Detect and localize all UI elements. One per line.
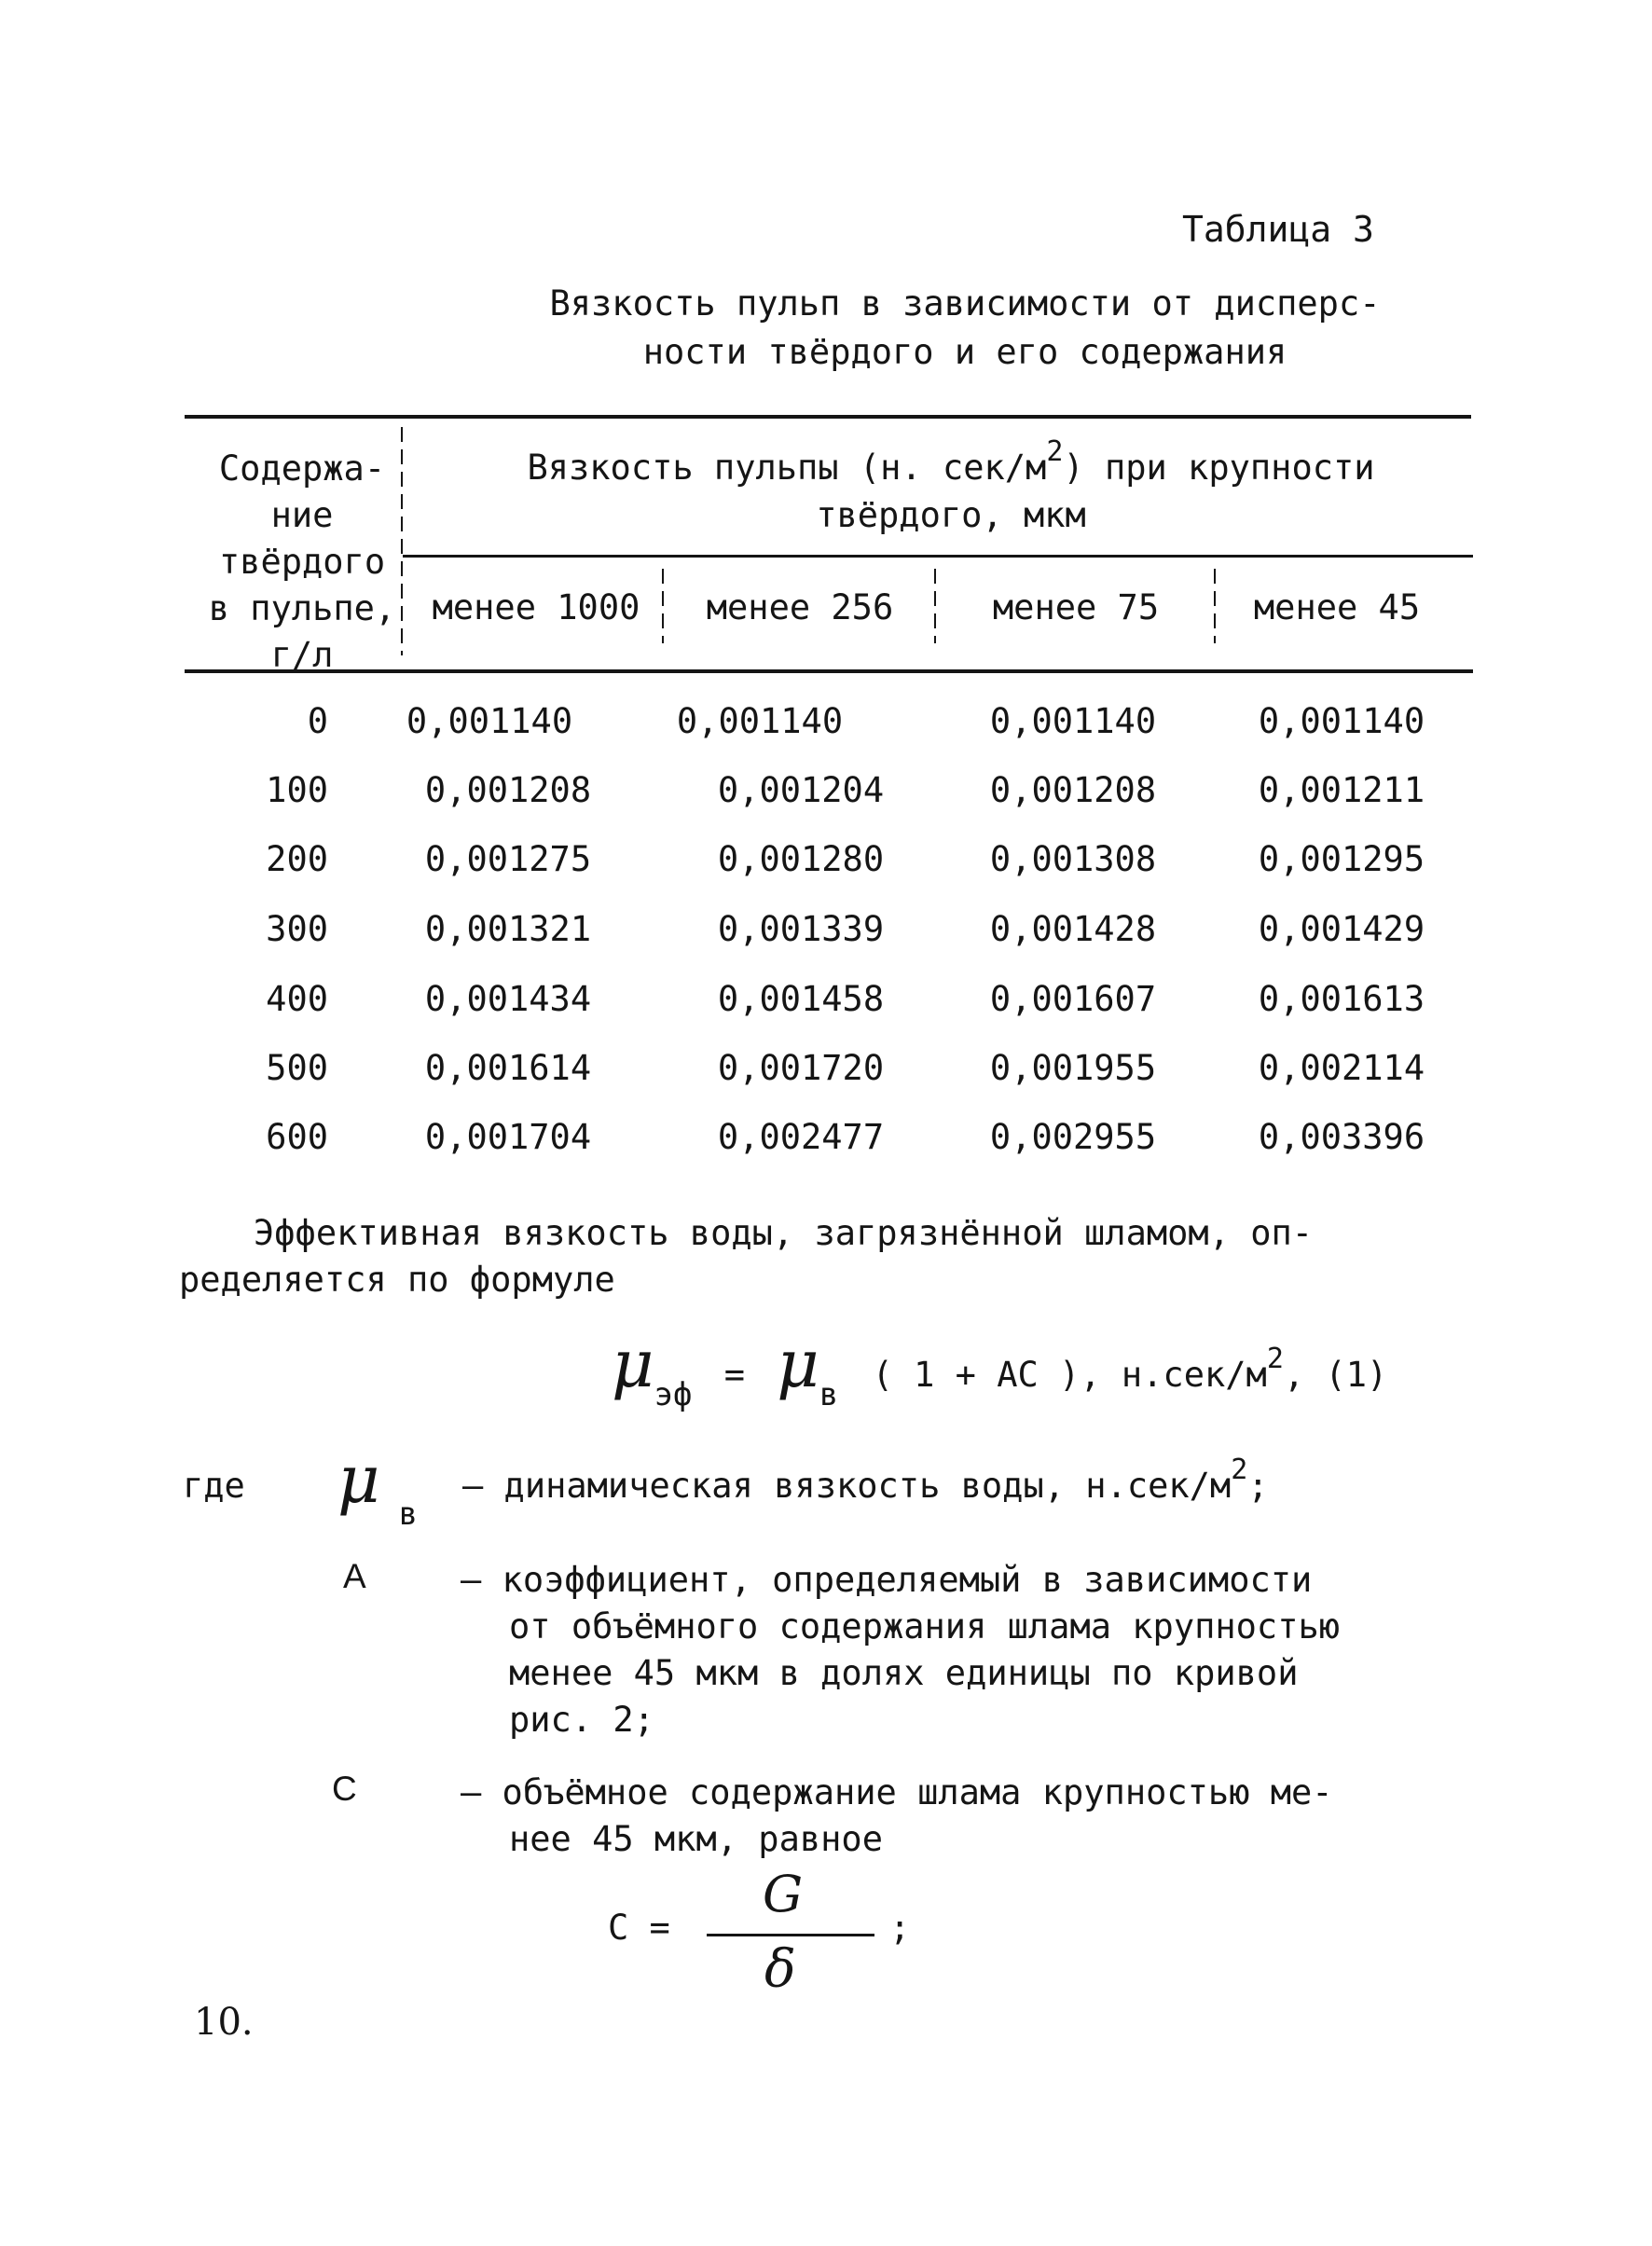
definition-a-line: от объёмного содержания шлама крупностью [509,1606,1341,1647]
definition-body: – динамическая вязкость воды, н.сек/м [462,1466,1232,1506]
value-cell: 0,001614 [424,1048,592,1088]
formula-body: ( 1 + AC ), н.сек/м [872,1355,1267,1395]
value-cell: 0,001208 [424,770,592,810]
content-cell: 500 [266,1048,328,1088]
header-group-text: Вязкость пульпы (н. сек/м [527,448,1047,488]
value-cell: 0,001140 [1258,701,1425,741]
table-number: Таблица 3 [1182,209,1374,250]
header-first-line: твёрдого [218,542,386,582]
table-top-rule [185,415,1471,419]
subheader-separator [1214,569,1216,643]
content-cell: 600 [266,1117,328,1157]
paragraph-line: Эффективная вязкость воды, загрязнённой шламом, оп- [254,1213,1314,1253]
page-number: 10. [194,2001,254,2044]
content-cell: 100 [266,770,328,810]
value-cell: 0,002955 [989,1117,1157,1157]
value-cell: 0,002114 [1258,1048,1425,1088]
formula-equals: = [723,1355,746,1395]
definition-symbol-a: А [343,1557,366,1595]
where-label: где [183,1466,245,1506]
table-caption-line: Вязкость пульп в зависимости от дисперс- [549,283,1381,324]
subheader-cell: менее 75 [992,587,1160,627]
formula-number: , (1) [1283,1355,1388,1395]
value-cell: 0,001275 [424,839,592,879]
formula-subscript-w: в [819,1376,839,1413]
value-cell: 0,001204 [717,770,885,810]
mu-symbol: μ [337,1441,380,1518]
paragraph [179,1259,615,1302]
subheader-cell: менее 45 [1253,587,1421,627]
fraction-line [707,1934,874,1936]
header-first-line: ние [270,495,334,535]
formula-subscript-eff: эф [654,1376,693,1413]
content-cell: 400 [266,979,328,1019]
value-cell: 0,003396 [1258,1117,1425,1157]
value-cell: 0,001613 [1258,979,1425,1019]
definition-a-line: рис. 2; [509,1700,654,1740]
definition-a-line: – коэффициент, определяемый в зависимости [461,1560,1313,1600]
header-group-line [429,435,1473,493]
mu-symbol: μ [777,1326,819,1402]
header-content-column [183,446,421,679]
paragraph [254,1212,1313,1255]
value-cell: 0,001308 [989,839,1157,879]
definition-c [461,1770,1333,1863]
fraction-left: С = [608,1908,670,1948]
value-cell: 0,001339 [717,909,885,949]
value-cell: 0,001955 [989,1048,1157,1088]
definition-text [462,1454,1269,1506]
definition-a-line: менее 45 мкм в долях единицы по кривой [509,1653,1299,1693]
definition-c-line: нее 45 мкм, равное [509,1819,883,1859]
subheader-separator [934,569,936,643]
content-cell: 200 [266,839,328,879]
header-group-line: твёрдого, мкм [816,495,1086,535]
table-caption-line: ности твёрдого и его содержания [642,332,1287,372]
definition-superscript: 2 [1231,1454,1248,1486]
definition-mu [337,1438,418,1534]
subheader-cell: менее 1000 [432,587,640,627]
subheader-cell: менее 256 [706,587,894,627]
header-group-superscript: 2 [1046,435,1064,468]
subheader-rule [403,555,1473,558]
fraction-end: ; [889,1908,911,1948]
value-cell: 0,001607 [989,979,1157,1019]
definition-symbol-c: С [332,1770,357,1808]
header-first-line: в пульпе, [208,588,396,628]
paragraph-line: ределяется по формуле [179,1260,615,1300]
value-cell: 0,001140 [676,701,844,741]
fraction-numerator: G [763,1865,804,1923]
header-first-line: Содержа- [218,448,386,489]
value-cell: 0,001704 [424,1117,592,1157]
fraction-denominator: δ [764,1939,796,2000]
value-cell: 0,001208 [989,770,1157,810]
formula-1 [612,1322,1387,1420]
value-cell: 0,001720 [717,1048,885,1088]
formula-superscript: 2 [1266,1343,1284,1375]
value-cell: 0,001321 [424,909,592,949]
header-viscosity-group [429,435,1473,538]
table-caption [457,280,1473,377]
subheader-separator [662,569,664,643]
value-cell: 0,001140 [989,701,1157,741]
content-cell: 0 [307,701,328,741]
value-cell: 0,001428 [989,909,1157,949]
mu-symbol: μ [612,1326,654,1402]
value-cell: 0,001280 [717,839,885,879]
definition-c-line: – объёмное содержание шлама крупностью ме- [461,1772,1333,1812]
value-cell: 0,001295 [1258,839,1425,879]
content-cell: 300 [266,909,328,949]
value-cell: 0,001211 [1258,770,1425,810]
value-cell: 0,001429 [1258,909,1425,949]
header-group-text-end: ) при крупности [1063,448,1375,488]
header-first-line: г/л [270,635,334,675]
value-cell: 0,002477 [717,1117,885,1157]
value-cell: 0,001458 [717,979,885,1019]
definition-a [461,1557,1340,1743]
value-cell: 0,001434 [424,979,592,1019]
definition-end: ; [1247,1466,1269,1506]
value-cell: 0,001140 [406,701,573,741]
definition-subscript: в [398,1495,418,1533]
